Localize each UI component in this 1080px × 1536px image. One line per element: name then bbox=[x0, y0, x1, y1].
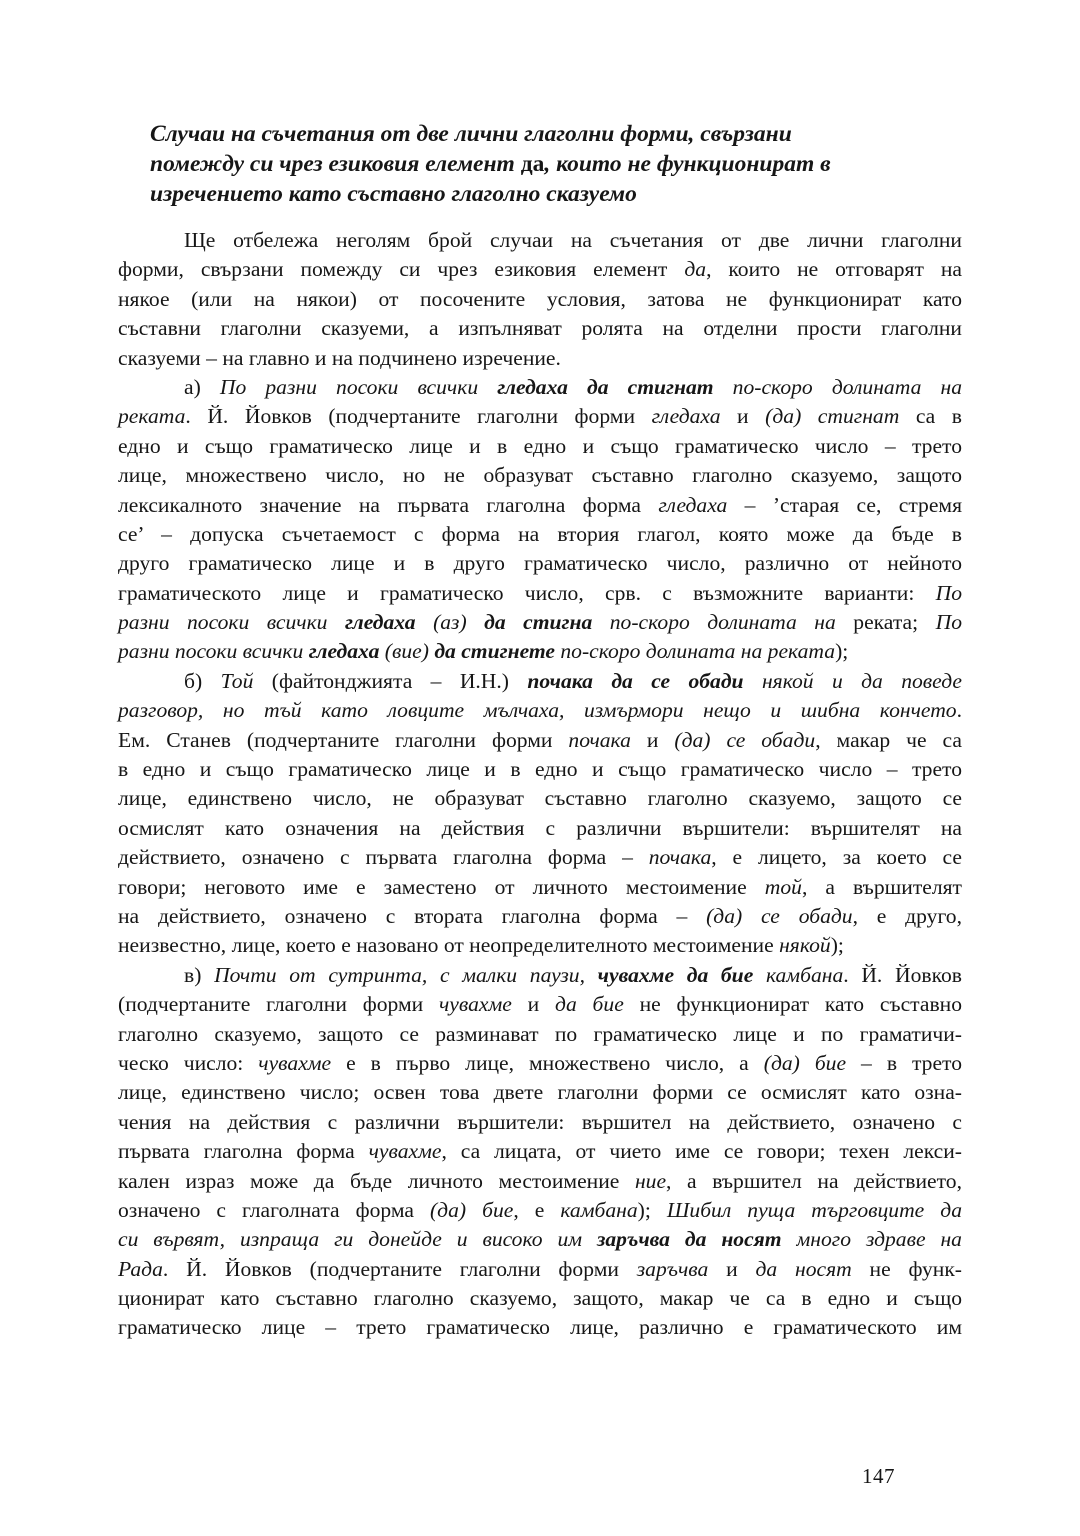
text-run: сказуеми – на главно и на подчинено изречение. bbox=[118, 345, 561, 370]
text-run: в) bbox=[184, 962, 215, 987]
text-run: и bbox=[708, 1256, 756, 1281]
text-run: лице, единствено число, не образуват съставно глаголно сказуемо, защото се bbox=[118, 786, 962, 811]
text-run: . Й. Йовков (подчертаните глаголни форми bbox=[185, 404, 652, 429]
text-run: граматическото лице и граматическо число, срв. с възможните варианти: bbox=[118, 580, 936, 605]
text-run: (да) бие bbox=[429, 1197, 514, 1222]
text-run: лице, единствено число; освен това двете глаголни форми се осмислят като озна- bbox=[118, 1080, 962, 1105]
text-run: чувахме bbox=[368, 1139, 442, 1164]
text-run: , които не функционират в bbox=[544, 151, 831, 177]
text-run: почака bbox=[568, 727, 631, 752]
text-run: да бие bbox=[555, 992, 624, 1017]
body-text bbox=[118, 226, 962, 1343]
text-run: . Й. Йовков (подчертаните глаголни форми bbox=[162, 1256, 637, 1281]
text-run: , а вършител на действието, bbox=[666, 1168, 962, 1193]
text-line bbox=[118, 314, 962, 343]
text-run: чения на действия с различни вършители: вършител на действието, означено с bbox=[118, 1109, 962, 1134]
text-run: друго граматическо лице и в друго граматическо число, различно от нейното bbox=[118, 551, 962, 576]
text-line bbox=[118, 726, 962, 755]
text-run: да стигна bbox=[484, 610, 593, 635]
text-run: Рада bbox=[118, 1256, 163, 1281]
text-run: в едно и също граматическо лице и в едно и също граматическо число – трето bbox=[118, 757, 962, 782]
text-run: някой и да поведе bbox=[743, 668, 963, 693]
heading-line bbox=[150, 119, 940, 149]
text-run: лексикалното значение на първата глаголна форма bbox=[118, 492, 659, 517]
text-line bbox=[118, 432, 962, 461]
text-line bbox=[118, 549, 962, 578]
text-run: заръчва bbox=[636, 1256, 709, 1281]
text-run: (да) се обади bbox=[706, 903, 853, 928]
text-run: реката; bbox=[835, 610, 936, 635]
text-run: гледаха bbox=[308, 639, 380, 664]
text-run: се’ – допуска съчетаемост с форма на втория глагол, която може да бъде в bbox=[118, 521, 962, 546]
text-run: чувахме да бие bbox=[597, 962, 754, 987]
text-run: първата глаголна форма bbox=[118, 1139, 369, 1164]
text-line bbox=[118, 1167, 962, 1196]
text-run: някое (или на някои) от посочените условия, затова не функционират като bbox=[118, 286, 962, 311]
text-run: да bbox=[684, 257, 707, 282]
text-run: – ’старая се, стремя bbox=[727, 492, 962, 517]
text-line bbox=[118, 961, 962, 990]
text-run: съставни глаголни сказуеми, а изпълняват ролята на отделни прости глаголни bbox=[118, 316, 962, 341]
text-run: Ще отбележа неголям брой случаи на съчетания от две лични глаголни bbox=[184, 228, 962, 252]
text-line bbox=[118, 1020, 962, 1049]
text-line bbox=[118, 491, 962, 520]
text-run: Шибил пуща търговците да bbox=[666, 1197, 963, 1222]
text-run: не функционират като съставно bbox=[623, 992, 962, 1017]
text-run: (аз) bbox=[415, 610, 485, 635]
text-line bbox=[118, 755, 962, 784]
text-run: (подчертаните глаголни форми bbox=[118, 992, 439, 1017]
text-run: реката bbox=[118, 404, 186, 429]
text-run: , са лицата, от чието име се говори; техен лекси- bbox=[441, 1139, 962, 1164]
text-run: изречението като съставно глаголно сказуемо bbox=[150, 181, 637, 207]
text-run: някой bbox=[779, 933, 831, 958]
text-line bbox=[118, 226, 962, 255]
text-run: По bbox=[935, 610, 962, 635]
text-line bbox=[118, 520, 962, 549]
text-run: Той bbox=[220, 668, 254, 693]
text-line bbox=[118, 461, 962, 490]
text-run: говори; неговото име е заместено от личното местоимение bbox=[118, 874, 765, 899]
text-run: гледаха bbox=[658, 492, 728, 517]
text-run: чувахме bbox=[439, 992, 512, 1017]
text-line bbox=[118, 902, 962, 931]
text-line bbox=[118, 814, 962, 843]
text-line bbox=[118, 637, 962, 666]
heading-line bbox=[150, 179, 940, 209]
text-run: осмислят като означения на действия с различни вършители: вършителят на bbox=[118, 815, 962, 840]
text-run: лице, множествено число, но не образуват съставно глаголно сказуемо, защото bbox=[118, 463, 962, 488]
text-run: почака bbox=[648, 845, 712, 870]
text-run: камбана bbox=[753, 962, 844, 987]
text-line bbox=[118, 843, 962, 872]
text-line bbox=[118, 667, 962, 696]
text-run: ние bbox=[634, 1168, 667, 1193]
text-run: граматическо лице – трето граматическо лице, различно е граматическото им bbox=[118, 1315, 962, 1340]
text-run: кален израз може да бъде личното местоимение bbox=[118, 1168, 635, 1193]
text-line bbox=[118, 255, 962, 284]
text-line bbox=[118, 344, 962, 373]
text-line bbox=[118, 579, 962, 608]
text-run: ционират като съставно глаголно сказуемо, защото, макар че са в едно и също bbox=[118, 1286, 962, 1311]
text-run: едно и също граматическо лице и в едно и също граматическо число – трето bbox=[118, 433, 962, 458]
text-run: ); bbox=[830, 933, 844, 958]
text-run: той bbox=[764, 874, 802, 899]
text-run: , а вършителят bbox=[801, 874, 962, 899]
text-run: . bbox=[956, 698, 962, 723]
text-run: по-скоро долината на bbox=[592, 610, 836, 635]
text-run: . Й. Йовков bbox=[843, 962, 962, 987]
text-run: заръчва да носят bbox=[596, 1227, 782, 1252]
text-run: и bbox=[511, 992, 556, 1017]
text-run: означено с глаголната форма bbox=[118, 1197, 430, 1222]
text-run: разни посоки всички bbox=[118, 639, 309, 664]
text-run: по-скоро долината на bbox=[713, 374, 962, 399]
text-run: глаголно сказуемо, защото се разминават по граматическо лице и по граматичи- bbox=[118, 1021, 962, 1046]
text-line bbox=[118, 696, 962, 725]
text-line bbox=[118, 1225, 962, 1254]
text-run: да стигнете bbox=[434, 639, 555, 664]
text-line bbox=[118, 1108, 962, 1137]
text-run: (да) стигнат bbox=[765, 404, 900, 429]
text-line bbox=[118, 990, 962, 1019]
text-run: действието, означено с първата глаголна форма – bbox=[118, 845, 649, 870]
text-run: разговор, но тъй като ловците мълчаха, измърмори нещо и шибна кончето bbox=[118, 698, 957, 723]
text-run: (вие) bbox=[379, 639, 435, 664]
page-number: 147 bbox=[862, 1464, 895, 1488]
text-run: ); bbox=[637, 1197, 667, 1222]
text-line bbox=[118, 1049, 962, 1078]
text-run: По разни посоки всички bbox=[219, 374, 498, 399]
text-line bbox=[118, 1196, 962, 1225]
text-run: (файтонджията – И.Н.) bbox=[253, 668, 528, 693]
text-run: (да) се обади bbox=[674, 727, 816, 752]
text-line bbox=[118, 931, 962, 960]
text-line bbox=[118, 1255, 962, 1284]
text-run: – в трето bbox=[846, 1050, 963, 1075]
text-run: Почти от сутринта, с малки паузи, bbox=[214, 962, 598, 987]
text-line bbox=[118, 1313, 962, 1342]
text-run: По bbox=[935, 580, 962, 605]
section-heading bbox=[150, 119, 940, 209]
text-line bbox=[118, 608, 962, 637]
text-line bbox=[118, 1137, 962, 1166]
text-run: не функ- bbox=[851, 1256, 962, 1281]
text-run: а) bbox=[184, 374, 220, 399]
text-line bbox=[118, 373, 962, 402]
text-line bbox=[118, 402, 962, 431]
text-run: разни посоки всички bbox=[118, 610, 345, 635]
text-run: почака да се обади bbox=[527, 668, 744, 693]
text-line bbox=[118, 873, 962, 902]
text-run: да bbox=[520, 151, 545, 177]
text-run: , които не отговарят на bbox=[706, 257, 962, 282]
text-run: , е лицето, за което се bbox=[711, 845, 962, 870]
text-line bbox=[118, 784, 962, 813]
heading-line bbox=[150, 149, 940, 179]
text-run: , е друго, bbox=[852, 903, 962, 928]
text-run: , е bbox=[513, 1197, 561, 1222]
text-run: са в bbox=[899, 404, 962, 429]
text-run: б) bbox=[184, 668, 221, 693]
text-run: неизвестно, лице, което е назовано от неопределителното местоимение bbox=[118, 933, 780, 958]
text-run: помежду си чрез езиковия елемент bbox=[150, 151, 521, 177]
text-run: е в първо лице, множествено число, а bbox=[331, 1050, 764, 1075]
text-run: камбана bbox=[560, 1197, 638, 1222]
text-run: и bbox=[720, 404, 766, 429]
text-run: гледаха bbox=[344, 610, 416, 635]
text-run: си вървят, изпраща ги донейде и високо им bbox=[118, 1227, 597, 1252]
text-run: чувахме bbox=[258, 1050, 332, 1075]
text-run: Ем. Станев (подчертаните глаголни форми bbox=[118, 727, 569, 752]
text-run: ческо число: bbox=[118, 1050, 259, 1075]
text-run: гледаха да стигнат bbox=[497, 374, 714, 399]
text-line bbox=[118, 1284, 962, 1313]
text-line bbox=[118, 1078, 962, 1107]
text-run: по-скоро долината на реката bbox=[554, 639, 836, 664]
text-run: форми, свързани помежду си чрез езиковия елемент bbox=[118, 257, 685, 282]
text-run: , макар че са bbox=[815, 727, 962, 752]
text-run: ); bbox=[835, 639, 849, 664]
text-run: (да) бие bbox=[763, 1050, 847, 1075]
text-run: и bbox=[630, 727, 675, 752]
text-run: да носят bbox=[755, 1256, 852, 1281]
text-run: гледаха bbox=[651, 404, 721, 429]
text-run: много здраве на bbox=[781, 1227, 962, 1252]
text-line bbox=[118, 285, 962, 314]
text-run: Случаи на съчетания от две лични глаголни форми, свързани bbox=[150, 121, 792, 147]
text-run: на действието, означено с втората глаголна форма – bbox=[118, 903, 707, 928]
